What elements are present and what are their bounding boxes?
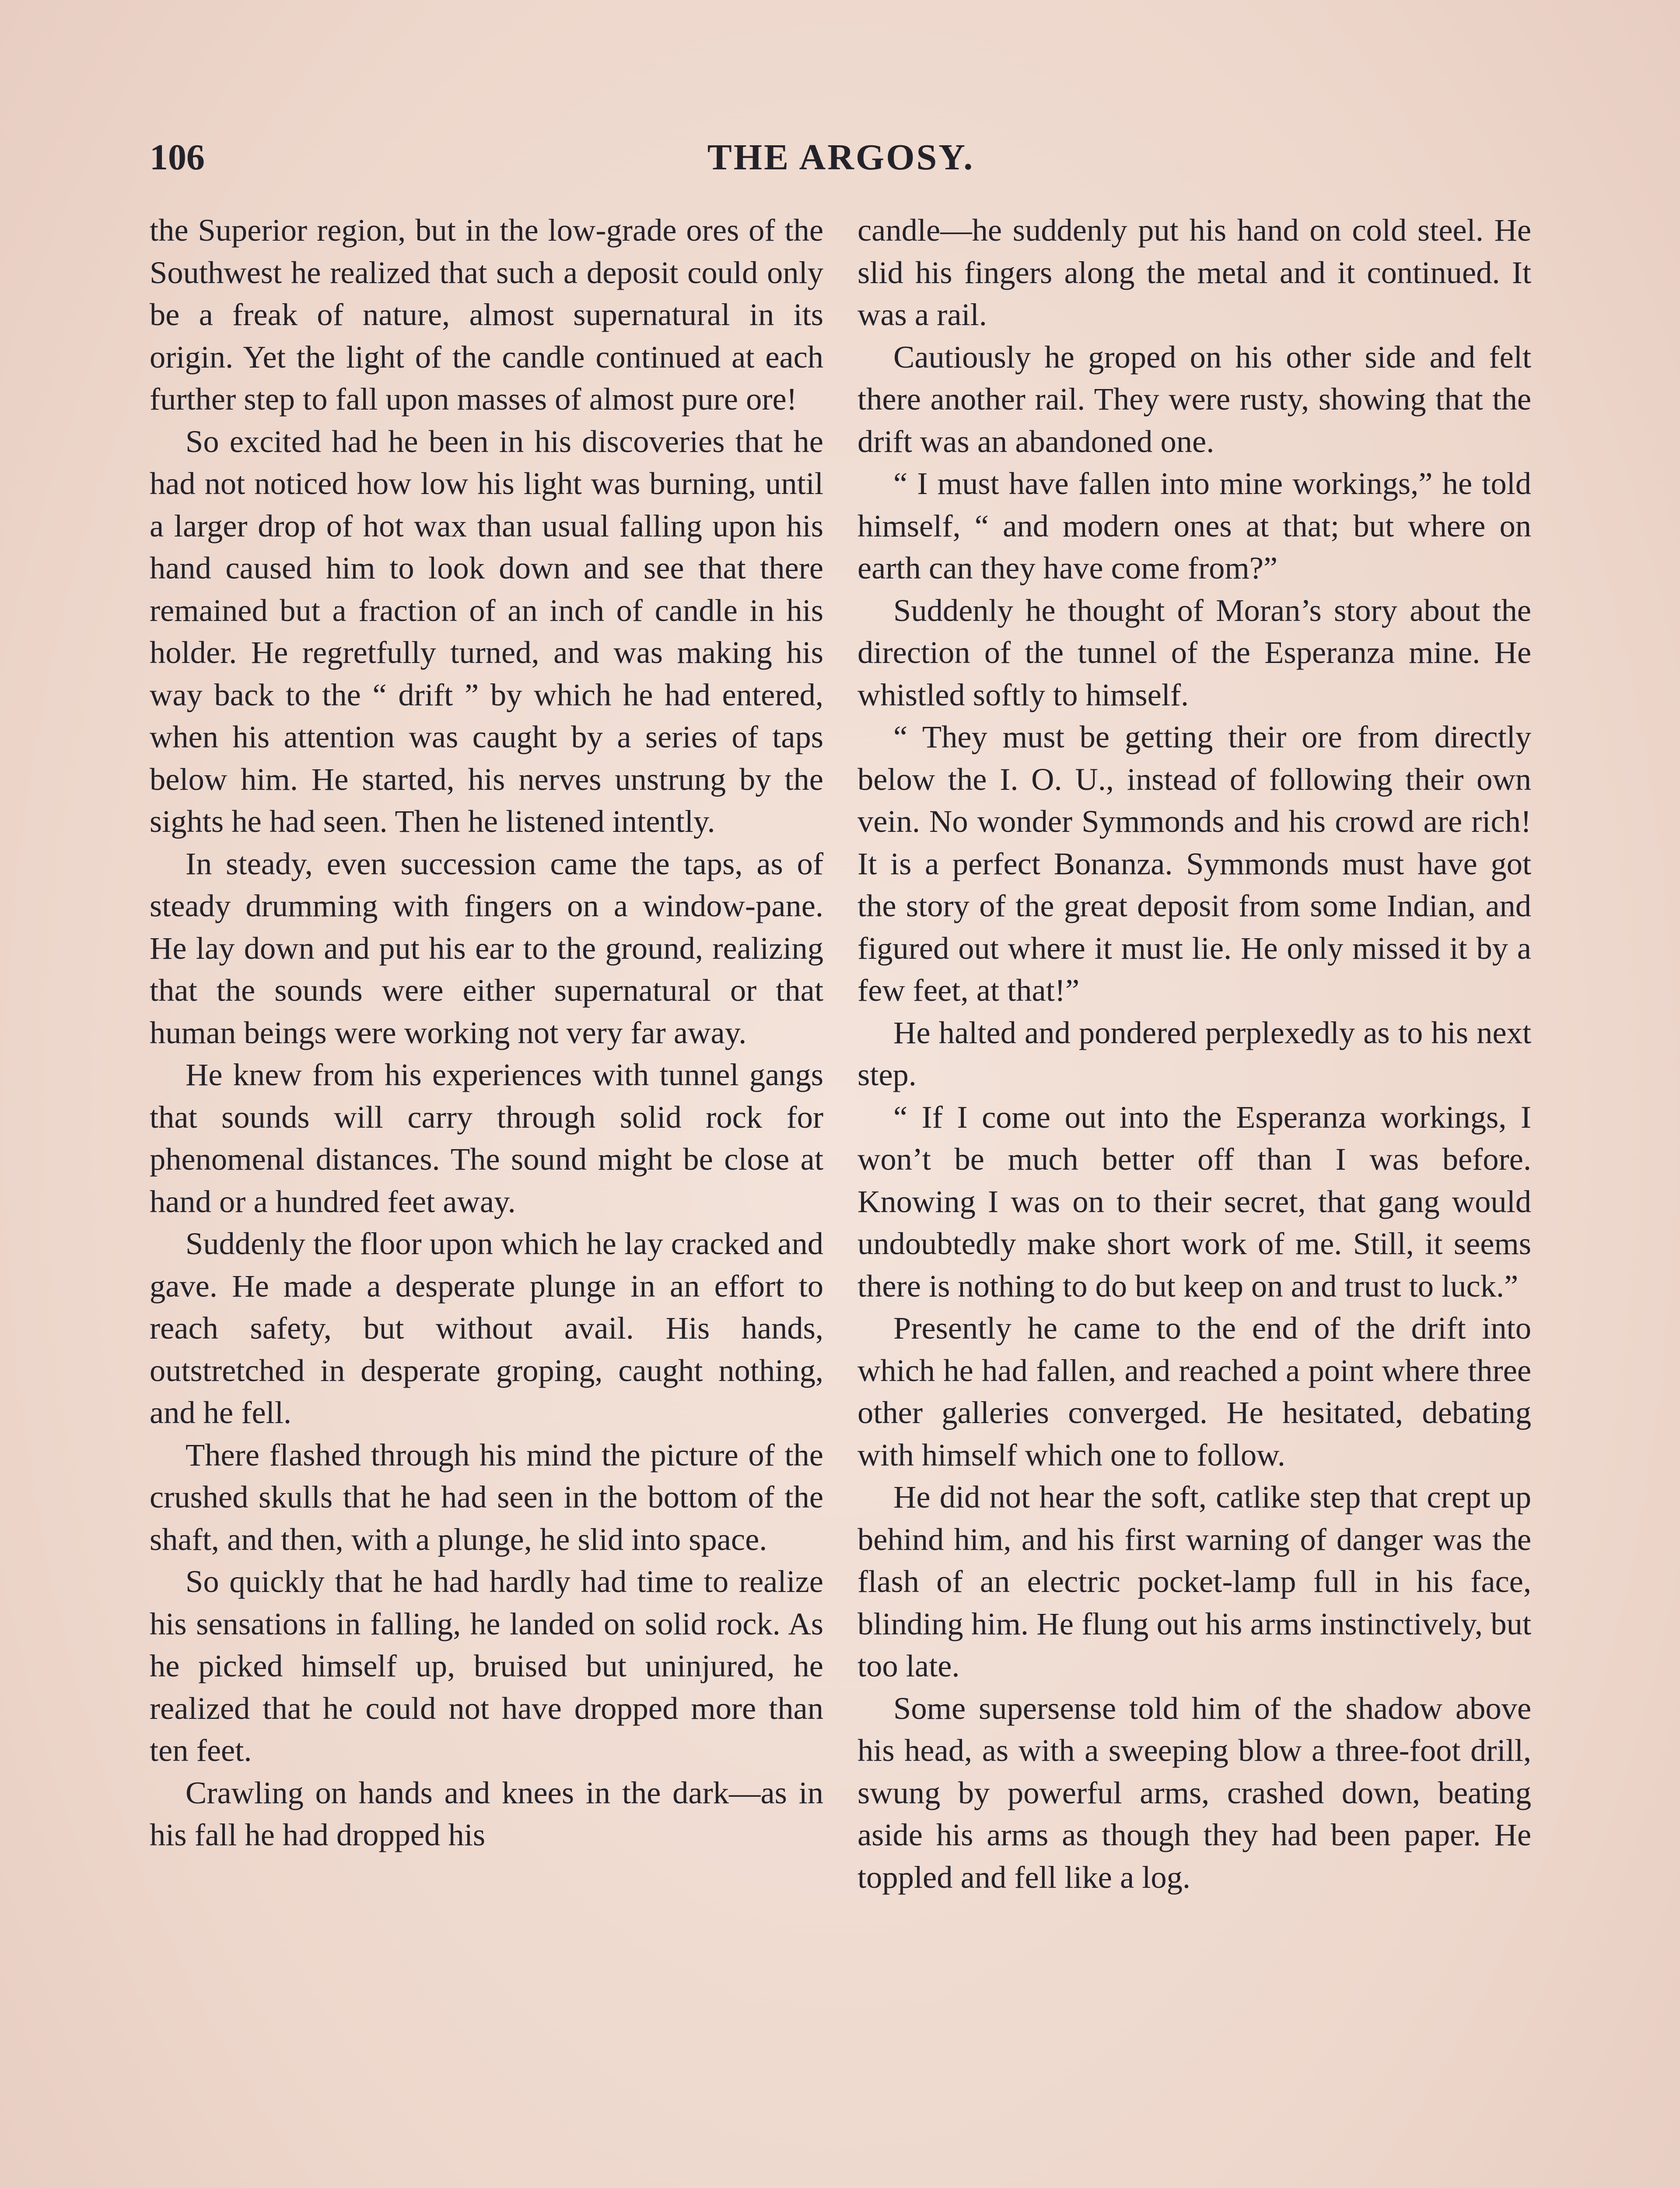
paragraph: So excited had he been in his discoveries that he had not noticed how low his light was burning, until a larger drop of hot wax than usual falling upon his hand caused him to look down and see that there remained but a fraction of an inch of candle in his holder. He regretfully turned, and was making his way back to the “ drift ” by which he had entered, when his attention was caught by a series of taps below him. He started, his nerves unstrung by the sights he had seen. Then he listened intently. [150, 423, 823, 839]
left-column [150, 209, 823, 2188]
paragraph: Suddenly he thought of Moran’s story about the direction of the tunnel of the Esperanza mine. He whistled softly to himself. [858, 592, 1531, 712]
paragraph: There flashed through his mind the picture of the crushed skulls that he had seen in the bottom of the shaft, and then, with a plunge, he slid into space. [150, 1437, 823, 1557]
paragraph: “ If I come out into the Esperanza workings, I won’t be much better off than I was before. Knowing I was on to their secret, that gang would undoubtedly make short work of me. Still, it seems there is nothing to do but keep on and trust to luck.” [858, 1099, 1531, 1304]
paragraph: Crawling on hands and knees in the dark—as in his fall he had dropped his [150, 1774, 823, 1852]
paragraph: Presently he came to the end of the drift into which he had fallen, and reached a point where three other galleries converged. He hesitated, debating with himself which one to follow. [858, 1310, 1531, 1473]
right-column [858, 209, 1531, 2188]
paragraph: He knew from his experiences with tunnel gangs that sounds will carry through solid rock for phenomenal distances. The sound might be close at hand or a hundred feet away. [150, 1057, 823, 1219]
paragraph: He did not hear the soft, catlike step that crept up behind him, and his first warning of danger was the flash of an electric pocket-lamp full in his face, blinding him. He flung out his arms instinctively, but too late. [858, 1479, 1531, 1683]
paragraph: Some supersense told him of the shadow above his head, as with a sweeping blow a three-foot drill, swung by powerful arms, crashed down, beating aside his arms as though they had been paper. He toppled and fell like a log. [858, 1690, 1531, 1895]
page-number: 106 [150, 137, 205, 178]
paragraph: He halted and pondered perplexedly as to his next step. [858, 1014, 1531, 1092]
paragraph: “ They must be getting their ore from directly below the I. O. U., instead of following their own vein. No wonder Symmonds and his crowd are rich! It is a perfect Bonanza. Symmonds must have got the story of the great deposit from some Indian, and figured out where it must lie. He only missed it by a few feet, at that!” [858, 719, 1531, 1008]
paragraph: candle—he suddenly put his hand on cold steel. He slid his fingers along the metal and it continued. It was a rail. [858, 212, 1531, 332]
paragraph: In steady, even succession came the taps, as of steady drumming with fingers on a window-pane. He lay down and put his ear to the ground, realizing that the sounds were either supernatural or that human beings were working not very far away. [150, 845, 823, 1050]
paragraph: the Superior region, but in the low-grade ores of the Southwest he realized that such a deposit could only be a freak of nature, almost supernatural in its origin. Yet the light of the candle continued at each further step to fall upon masses of almost pure ore! [150, 212, 823, 417]
paragraph: Cautiously he groped on his other side and felt there another rail. They were rusty, showing that the drift was an abandoned one. [858, 339, 1531, 459]
paragraph: Suddenly the floor upon which he lay cracked and gave. He made a desperate plunge in an effort to reach safety, but without avail. His hands, outstretched in desperate groping, caught nothing, and he fell. [150, 1226, 823, 1430]
page-header [150, 131, 1532, 184]
paragraph: “ I must have fallen into mine workings,” he told himself, “ and modern ones at that; but where on earth can they have come from?” [858, 466, 1531, 586]
paragraph: So quickly that he had hardly had time to realize his sensations in falling, he landed on solid rock. As he picked himself up, bruised but uninjured, he realized that he could not have dropped more than ten feet. [150, 1564, 823, 1768]
running-title: THE ARGOSY. [707, 137, 975, 178]
